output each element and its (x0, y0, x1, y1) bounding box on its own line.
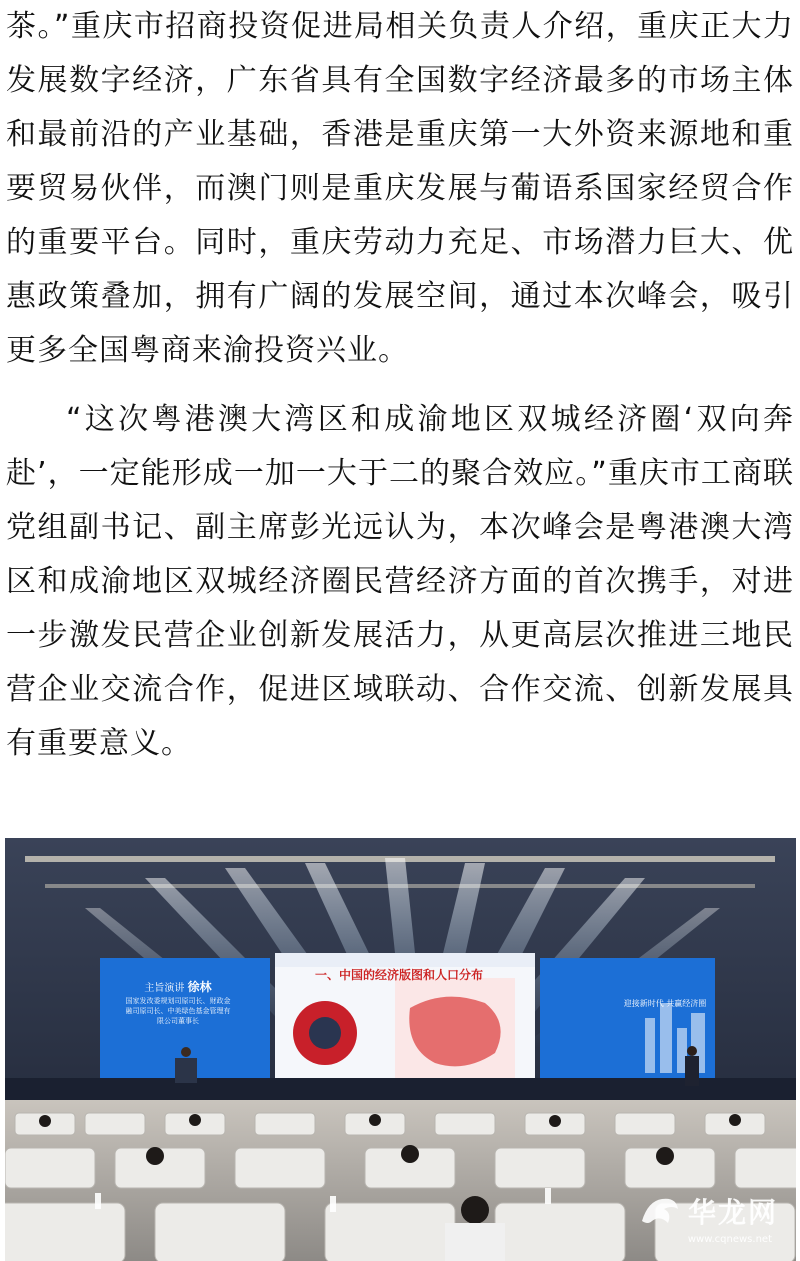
conference-photo (5, 838, 796, 1261)
speaker-desc: 国家发改委规划司原司长、财政金融司原司长、中美绿色基金管理有限公司董事长 (125, 997, 231, 1025)
right-screen-slogan: 迎接新时代 共赢经济圈 (623, 999, 707, 1008)
watermark-url: www.cqnews.net (687, 1234, 772, 1245)
watermark-text: 华龙网 (687, 1196, 778, 1229)
dragon-logo-icon (638, 1191, 682, 1231)
slide-title: 一、中国的经济版图和人口分布 (315, 968, 484, 982)
paragraph-1: 茶。”重庆市招商投资促进局相关负责人介绍，重庆正大力发展数字经济，广东省具有全国数字经济最多的市场主体和最前沿的产业基础，香港是重庆第一大外资来源地和重要贸易伙伴，而澳门则是重庆发展与葡语系国家经贸合作的重要平台。同时，重庆劳动力充足、市场潜力巨大、优惠政策叠加，拥有广阔的发展空间，通过本次峰会，吸引更多全国粤商来渝投资兴业。 (6, 9, 794, 368)
speaker-name: 徐林 (187, 980, 212, 994)
speaker-label (123, 980, 233, 1026)
paragraph-2: “这次粤港澳大湾区和成渝地区双城经济圈‘双向奔赴’，一定能形成一加一大于二的聚合效应。”重庆市工商联党组副书记、副主席彭光远认为，本次峰会是粤港澳大湾区和成渝地区双城经济圈民营经济方面的首次携手，对进一步激发民营企业创新发展活力，从更高层次推进三地民营企业交流合作，促进区域联动、合作交流、创新发展具有重要意义。 (6, 402, 794, 761)
watermark (638, 1191, 778, 1245)
speaker-role: 主旨演讲 (144, 983, 185, 994)
